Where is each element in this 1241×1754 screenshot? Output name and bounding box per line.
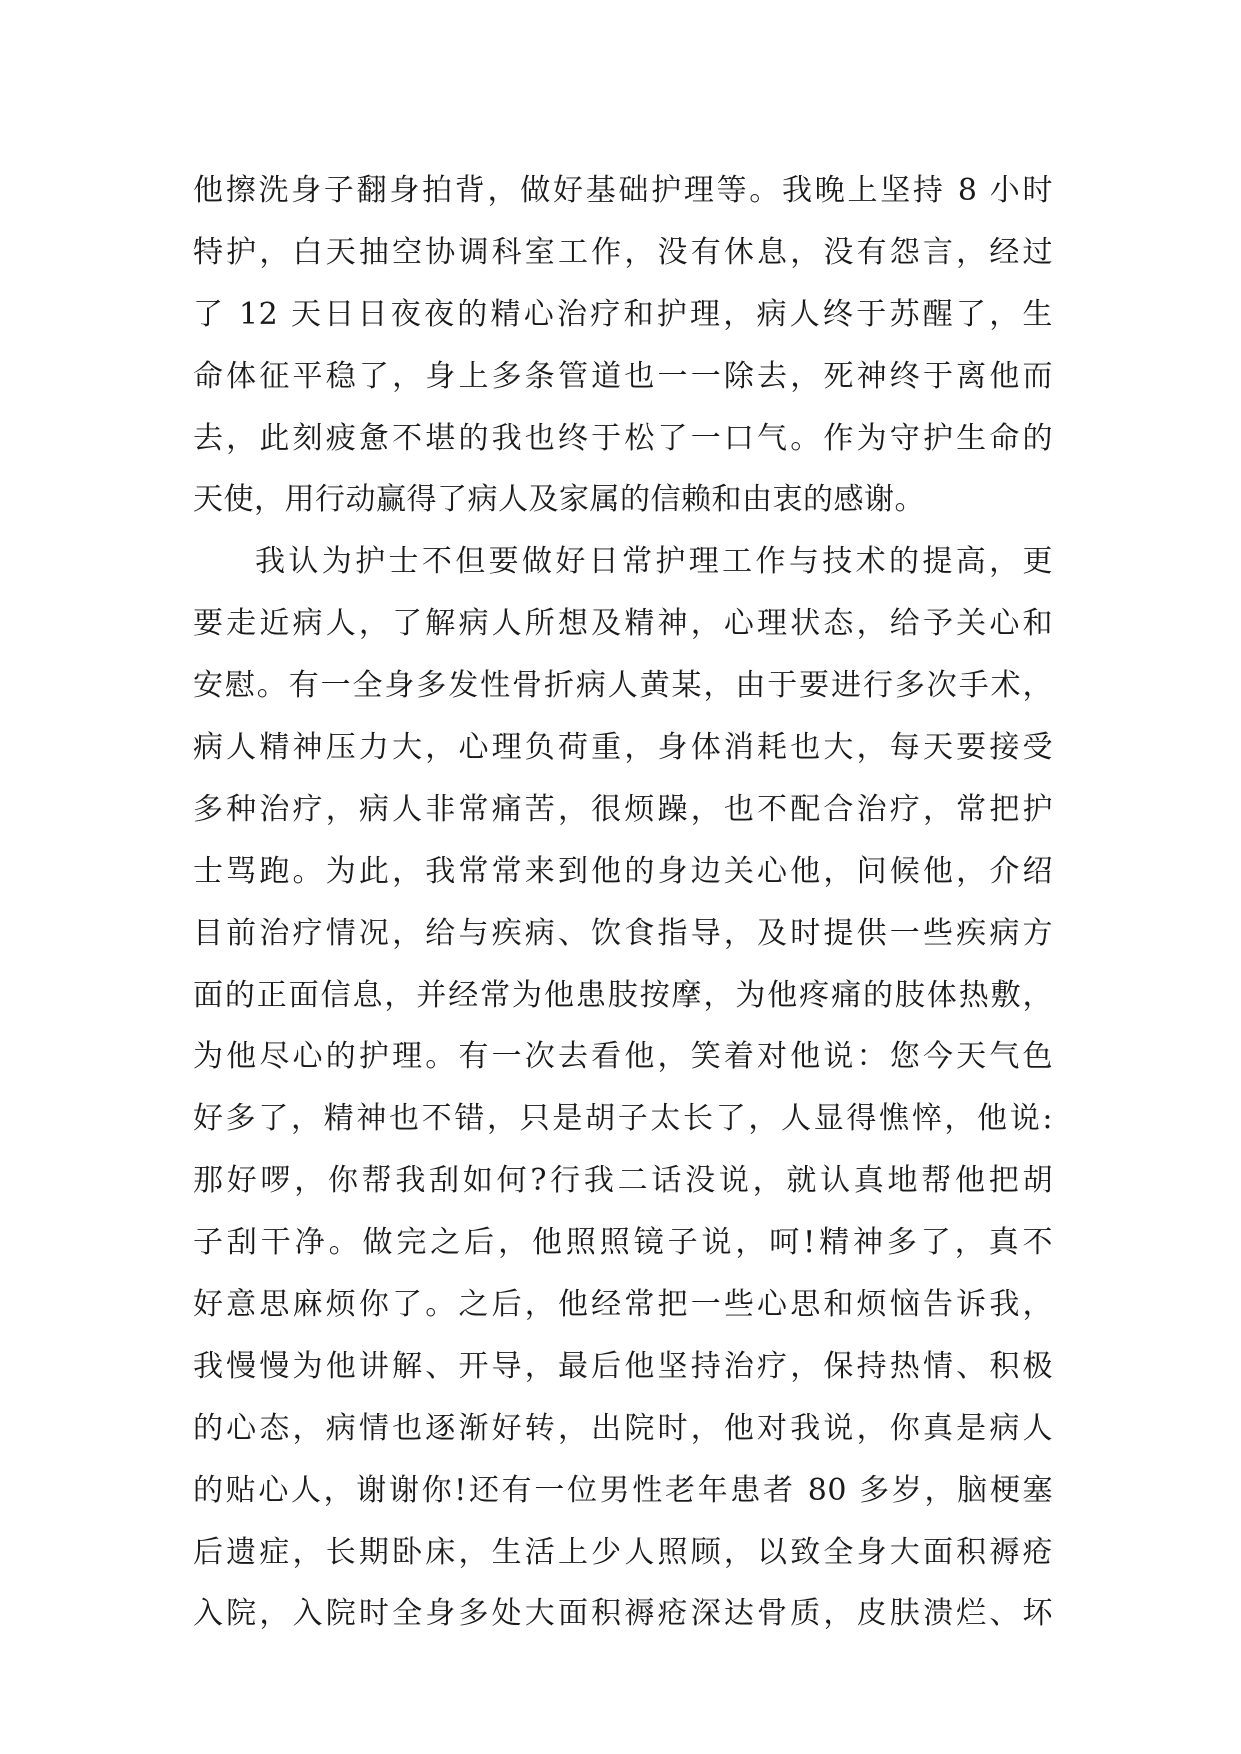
text-line: 的贴心人，谢谢你!还有一位男性老年患者 80 多岁，脑梗塞 bbox=[193, 1472, 1053, 1508]
body-text bbox=[193, 160, 1053, 1645]
text-line: 安慰。有一全身多发性骨折病人黄某，由于要进行多次手术， bbox=[193, 668, 1053, 704]
text-line: 好多了，精神也不错，只是胡子太长了，人显得憔悴，他说: bbox=[193, 1101, 1053, 1137]
text-line: 入院，入院时全身多处大面积褥疮深达骨质，皮肤溃烂、坏 bbox=[193, 1596, 1053, 1632]
text-line: 去，此刻疲惫不堪的我也终于松了一口气。作为守护生命的 bbox=[193, 420, 1053, 456]
text-line: 那好啰，你帮我刮如何?行我二话没说，就认真地帮他把胡 bbox=[193, 1163, 1053, 1199]
text-line: 天使，用行动赢得了病人及家属的信赖和由衷的感谢。 bbox=[193, 482, 925, 518]
text-line: 特护，白天抽空协调科室工作，没有休息，没有怨言，经过 bbox=[193, 234, 1053, 270]
text-line: 多种治疗，病人非常痛苦，很烦躁，也不配合治疗，常把护 bbox=[193, 791, 1053, 827]
text-line: 为他尽心的护理。有一次去看他，笑着对他说：您今天气色 bbox=[193, 1039, 1053, 1075]
text-line: 的心态，病情也逐渐好转，出院时，他对我说，你真是病人 bbox=[193, 1410, 1053, 1446]
text-line: 我慢慢为他讲解、开导，最后他坚持治疗，保持热情、积极 bbox=[193, 1348, 1053, 1384]
text-line: 他擦洗身子翻身拍背，做好基础护理等。我晚上坚持 8 小时 bbox=[193, 173, 1053, 208]
text-line: 命体征平稳了，身上多条管道也一一除去，死神终于离他而 bbox=[193, 358, 1053, 394]
paragraph-first-line: 我认为护士不但要做好日常护理工作与技术的提高，更 bbox=[255, 544, 1053, 580]
text-line: 子刮干净。做完之后，他照照镜子说，呵!精神多了，真不 bbox=[193, 1225, 1053, 1261]
text-line: 目前治疗情况，给与疾病、饮食指导，及时提供一些疾病方 bbox=[193, 915, 1053, 951]
text-line: 后遗症，长期卧床，生活上少人照顾，以致全身大面积褥疮 bbox=[193, 1534, 1053, 1570]
text-line: 病人精神压力大，心理负荷重，身体消耗也大，每天要接受 bbox=[193, 730, 1053, 766]
text-line: 了 12 天日日夜夜的精心治疗和护理，病人终于苏醒了，生 bbox=[193, 296, 1053, 332]
text-line: 好意思麻烦你了。之后，他经常把一些心思和烦恼告诉我， bbox=[193, 1287, 1053, 1323]
text-line: 要走近病人，了解病人所想及精神，心理状态，给予关心和 bbox=[193, 606, 1053, 642]
text-line: 士骂跑。为此，我常常来到他的身边关心他，问候他，介绍 bbox=[193, 853, 1053, 889]
text-line: 面的正面信息，并经常为他患肢按摩，为他疼痛的肢体热敷， bbox=[193, 977, 1053, 1013]
